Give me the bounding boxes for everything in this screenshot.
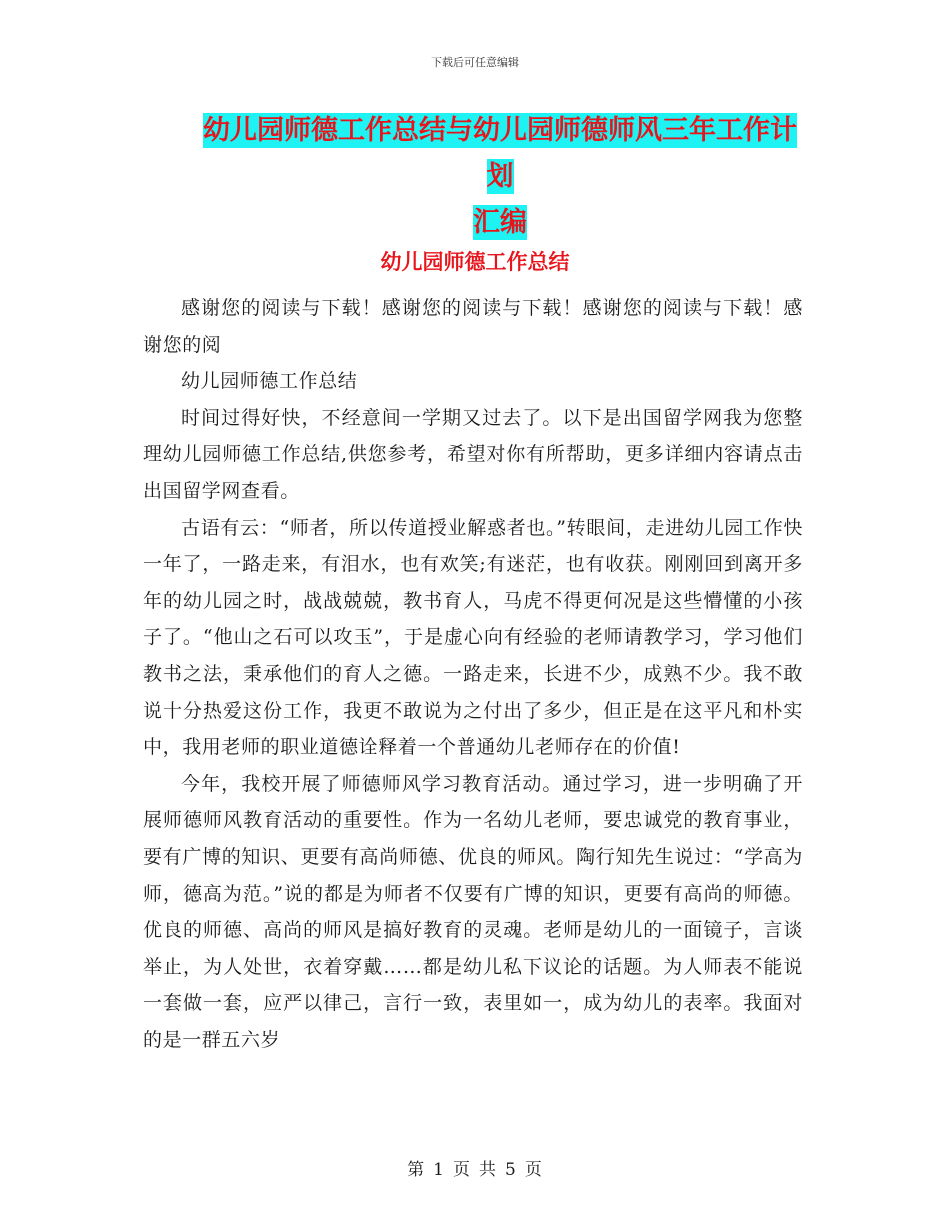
paragraph: 今年，我校开展了师德师风学习教育活动。通过学习，进一步明确了开展师德师风教育活动的重要性。作为一名幼儿老师，要忠诚党的教育事业，要有广博的知识、更要有高尚师德、优良的师风。陶行知先生说过：“学高为师，德高为范。”说的都是为师者不仅要有广博的知识，更要有高尚的师德。优良的师德、高尚的师风是搞好教育的灵魂。老师是幼儿的一面镜子，言谈举止，为人处世，衣着穿戴……都是幼儿私下议论的话题。为人师表不能说一套做一套，应严以律己，言行一致，表里如一，成为幼儿的表率。我面对的是一群五六岁 xyxy=(143,772,803,1051)
paragraph: 幼儿园师德工作总结 xyxy=(181,370,358,393)
page-total: 5 xyxy=(505,1160,517,1180)
document-title-line-2: 汇编 xyxy=(473,207,527,238)
page-label-suffix: 页 xyxy=(524,1160,543,1180)
page-number xyxy=(0,1155,950,1180)
paragraph: 古语有云：“师者，所以传道授业解惑者也。”转眼间，走进幼儿园工作快一年了，一路走来，有泪水，也有欢笑;有迷茫，也有收获。刚刚回到离开多年的幼儿园之时，战战兢兢，教书育人，马虎不得更何况是这些懵懂的小孩子了。“他山之石可以攻玉”，于是虚心向有经验的老师请教学习，学习他们教书之法，秉承他们的育人之德。一路走来，长进不少，成熟不少。我不敢说十分热爱这份工作，我更不敢说为之付出了多少，但正是在这平凡和朴实中，我用老师的职业道德诠释着一个普通幼儿老师存在的价值! xyxy=(143,516,803,759)
section-title: 幼儿园师德工作总结 xyxy=(380,250,570,274)
page-label-mid2: 共 xyxy=(479,1160,497,1180)
document-title-line-1: 幼儿园师德工作总结与幼儿园师德师风三年工作计划 xyxy=(203,115,797,192)
document-body xyxy=(143,290,803,1058)
paragraph: 时间过得好快，不经意间一学期又过去了。以下是出国留学网我为您整理幼儿园师德工作总结,供您参考，希望对你有所帮助，更多详细内容请点击出国留学网查看。 xyxy=(143,406,803,502)
page-label-prefix: 第 xyxy=(407,1160,426,1180)
header-note: 下载后可任意编辑 xyxy=(431,56,519,69)
document-title xyxy=(190,108,810,246)
paragraph: 感谢您的阅读与下载！感谢您的阅读与下载！感谢您的阅读与下载！感谢您的阅 xyxy=(143,297,803,356)
page-label-mid1: 页 xyxy=(453,1160,471,1180)
page-current: 1 xyxy=(433,1160,445,1180)
